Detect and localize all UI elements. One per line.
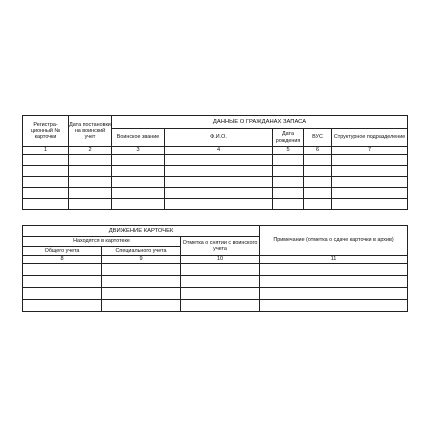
table-row bbox=[23, 199, 408, 210]
table-cell[interactable] bbox=[23, 155, 69, 166]
table-cell[interactable] bbox=[23, 166, 69, 177]
table-row bbox=[23, 177, 408, 188]
table-cell[interactable] bbox=[165, 188, 273, 199]
table-cell[interactable] bbox=[112, 188, 165, 199]
table-cell[interactable] bbox=[260, 264, 408, 276]
table-row bbox=[23, 300, 408, 312]
card-movement-table bbox=[22, 225, 408, 312]
header-special-registration: Специального учета bbox=[102, 247, 181, 256]
table-cell[interactable] bbox=[165, 166, 273, 177]
table-cell[interactable] bbox=[102, 288, 181, 300]
column-number: 8 bbox=[23, 256, 102, 264]
table-row bbox=[23, 166, 408, 177]
table-row bbox=[23, 264, 408, 276]
table-cell[interactable] bbox=[304, 188, 332, 199]
header-deregistration-mark: Отметка о снятии с воинского учета bbox=[181, 237, 260, 256]
table-cell[interactable] bbox=[23, 199, 69, 210]
table-row bbox=[23, 155, 408, 166]
header-in-card-file: Находятся в картотеке bbox=[23, 237, 181, 247]
table-cell[interactable] bbox=[112, 155, 165, 166]
table-row bbox=[23, 188, 408, 199]
column-number: 3 bbox=[112, 147, 165, 155]
table-cell[interactable] bbox=[181, 276, 260, 288]
table-cell[interactable] bbox=[332, 199, 408, 210]
header-reserve-citizens-data: ДАННЫЕ О ГРАЖДАНАХ ЗАПАСА bbox=[112, 116, 408, 129]
header-birth-date: Дата рождения bbox=[273, 129, 304, 147]
table-cell[interactable] bbox=[181, 264, 260, 276]
header-note: Примечание (отметка о сдаче карточки в архив) bbox=[260, 226, 408, 256]
header-military-rank: Воинское звание bbox=[112, 129, 165, 147]
table-cell[interactable] bbox=[23, 188, 69, 199]
table-cell[interactable] bbox=[304, 177, 332, 188]
table-cell[interactable] bbox=[23, 288, 102, 300]
table-cell[interactable] bbox=[260, 288, 408, 300]
table-cell[interactable] bbox=[69, 155, 112, 166]
column-number: 1 bbox=[23, 147, 69, 155]
column-number: 4 bbox=[165, 147, 273, 155]
reserve-citizens-table bbox=[22, 115, 408, 210]
header-structural-unit: Структурное подразделение bbox=[332, 129, 408, 147]
table-cell[interactable] bbox=[273, 188, 304, 199]
header-registration-number: Регистра-ционный № карточки bbox=[23, 116, 69, 147]
column-number: 6 bbox=[304, 147, 332, 155]
header-full-name: Ф.И.О. bbox=[165, 129, 273, 147]
table-cell[interactable] bbox=[332, 155, 408, 166]
table-cell[interactable] bbox=[332, 188, 408, 199]
header-general-registration: Общего учета bbox=[23, 247, 102, 256]
table-cell[interactable] bbox=[181, 288, 260, 300]
table-cell[interactable] bbox=[23, 177, 69, 188]
table-cell[interactable] bbox=[332, 166, 408, 177]
table-cell[interactable] bbox=[23, 264, 102, 276]
table-cell[interactable] bbox=[69, 199, 112, 210]
table-cell[interactable] bbox=[332, 177, 408, 188]
table-cell[interactable] bbox=[260, 276, 408, 288]
table-cell[interactable] bbox=[304, 199, 332, 210]
table-cell[interactable] bbox=[260, 300, 408, 312]
column-number-row bbox=[23, 256, 408, 264]
table-cell[interactable] bbox=[304, 166, 332, 177]
table-cell[interactable] bbox=[181, 300, 260, 312]
header-vus: ВУС bbox=[304, 129, 332, 147]
column-number: 10 bbox=[181, 256, 260, 264]
table-cell[interactable] bbox=[69, 177, 112, 188]
table-cell[interactable] bbox=[112, 166, 165, 177]
header-card-movement: ДВИЖЕНИЕ КАРТОЧЕК bbox=[23, 226, 260, 237]
table-row bbox=[23, 288, 408, 300]
table-cell[interactable] bbox=[112, 177, 165, 188]
table-cell[interactable] bbox=[112, 199, 165, 210]
column-number-row bbox=[23, 147, 408, 155]
table-cell[interactable] bbox=[69, 188, 112, 199]
table-cell[interactable] bbox=[23, 276, 102, 288]
table-row bbox=[23, 276, 408, 288]
column-number: 9 bbox=[102, 256, 181, 264]
table-cell[interactable] bbox=[273, 199, 304, 210]
table-cell[interactable] bbox=[102, 276, 181, 288]
table-cell[interactable] bbox=[273, 155, 304, 166]
table-cell[interactable] bbox=[23, 300, 102, 312]
column-number: 5 bbox=[273, 147, 304, 155]
table-cell[interactable] bbox=[69, 166, 112, 177]
table-cell[interactable] bbox=[102, 264, 181, 276]
header-registration-date: Дата постановки на воинский учет bbox=[69, 116, 112, 147]
column-number: 2 bbox=[69, 147, 112, 155]
table-cell[interactable] bbox=[273, 177, 304, 188]
table-cell[interactable] bbox=[273, 166, 304, 177]
table-cell[interactable] bbox=[165, 155, 273, 166]
table-cell[interactable] bbox=[304, 155, 332, 166]
column-number: 7 bbox=[332, 147, 408, 155]
column-number: 11 bbox=[260, 256, 408, 264]
table-cell[interactable] bbox=[165, 177, 273, 188]
table-cell[interactable] bbox=[102, 300, 181, 312]
table-cell[interactable] bbox=[165, 199, 273, 210]
